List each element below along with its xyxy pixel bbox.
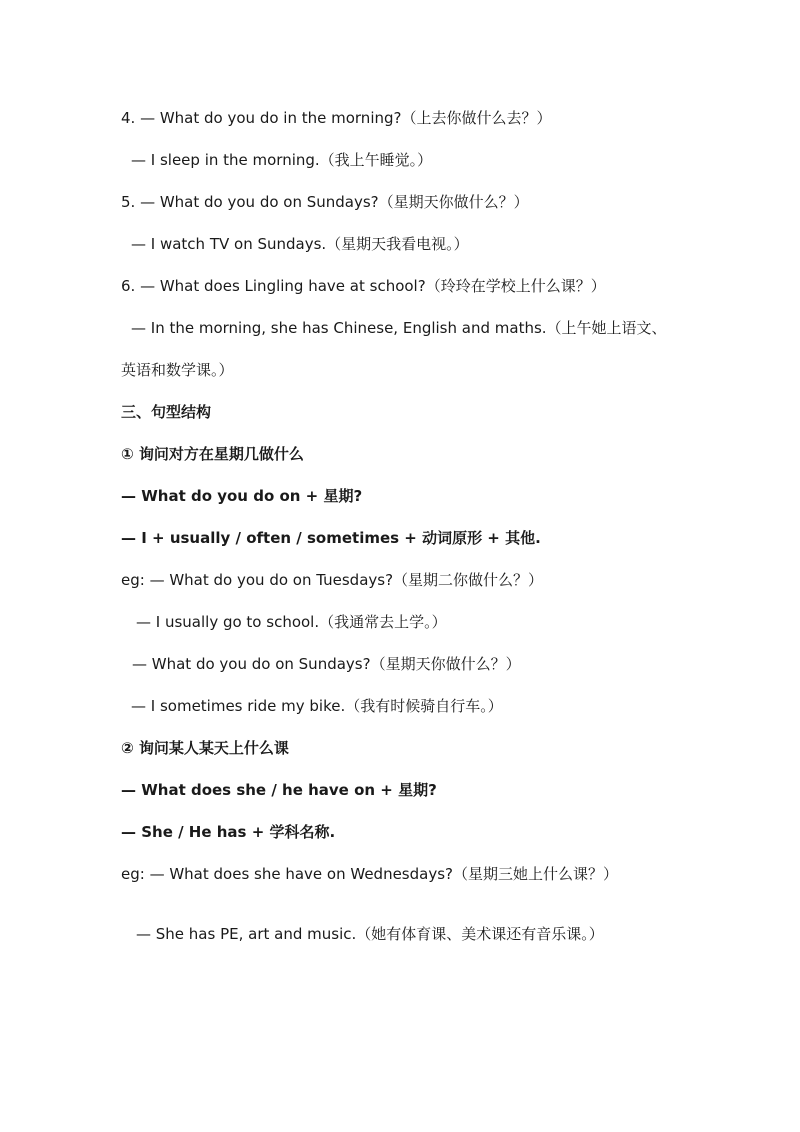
example-question-2: — What do you do on Sundays?（星期天你做什么？） (132, 655, 521, 673)
subsection-heading-2: ② 询问某人某天上什么课 (121, 739, 289, 757)
pattern-answer-2: — She / He has + 学科名称. (121, 823, 336, 841)
pattern-question-2: — What does she / he have on + 星期? (121, 781, 437, 799)
example-question-1: eg: — What do you do on Tuesdays?（星期二你做什么？） (121, 571, 544, 589)
example-question-3: eg: — What does she have on Wednesdays?（星期三她上什么课？） (121, 865, 618, 883)
dialogue-line-6-answer-continued: 英语和数学课。） (121, 361, 234, 379)
dialogue-line-5-answer: — I watch TV on Sundays.（星期天我看电视。） (131, 235, 469, 253)
dialogue-line-6-question: 6. — What does Lingling have at school?（玲玲在学校上什么课？） (121, 277, 606, 295)
dialogue-line-4-answer: — I sleep in the morning.（我上午睡觉。） (131, 151, 433, 169)
section-heading: 三、句型结构 (121, 403, 212, 421)
example-answer-3: — She has PE, art and music.（她有体育课、美术课还有音乐课。） (136, 925, 604, 943)
dialogue-line-5-question: 5. — What do you do on Sundays?（星期天你做什么？） (121, 193, 529, 211)
dialogue-line-6-answer: — In the morning, she has Chinese, English and maths.（上午她上语文、 (131, 319, 667, 337)
example-answer-2: — I sometimes ride my bike.（我有时候骑自行车。） (131, 697, 503, 715)
example-answer-1: — I usually go to school.（我通常去上学。） (136, 613, 447, 631)
subsection-heading-1: ① 询问对方在星期几做什么 (121, 445, 304, 463)
pattern-answer-1: — I + usually / often / sometimes + 动词原形 + 其他. (121, 529, 541, 547)
pattern-question-1: — What do you do on + 星期? (121, 487, 363, 505)
dialogue-line-4-question: 4. — What do you do in the morning?（上去你做什么去？） (121, 109, 552, 127)
